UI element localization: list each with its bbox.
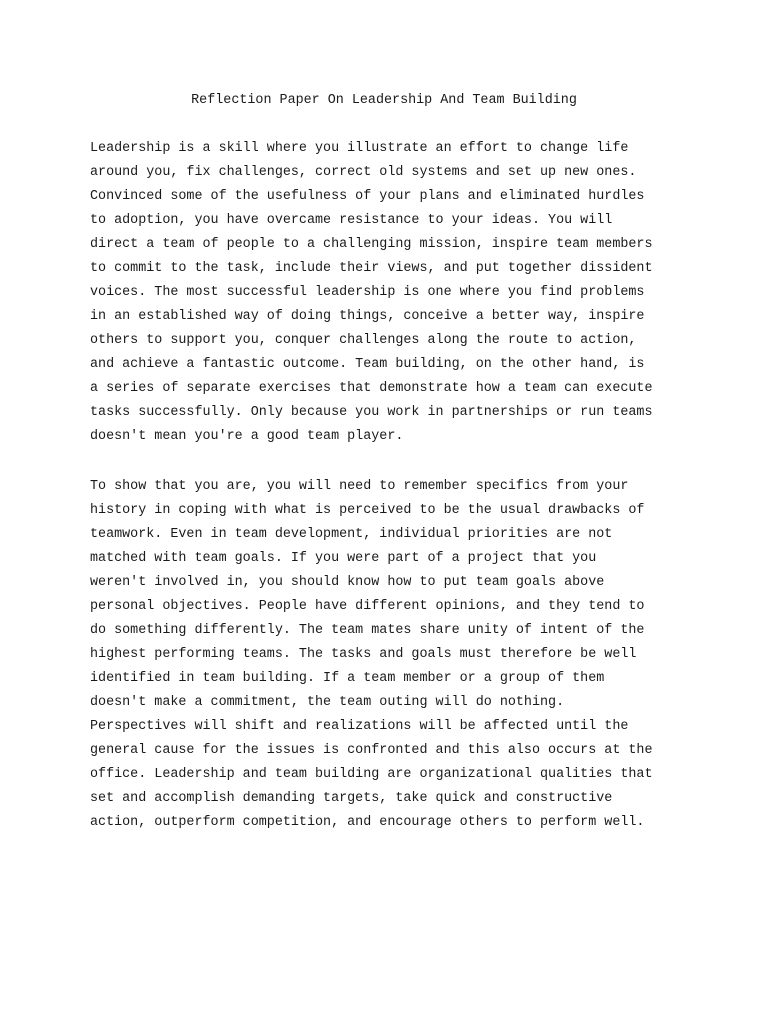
document-title: Reflection Paper On Leadership And Team Building [191, 93, 577, 108]
paragraph-line: office. Leadership and team building are organizational qualities that [90, 767, 653, 782]
paragraph-line: others to support you, conquer challenges along the route to action, [90, 333, 637, 348]
paragraph-line: weren't involved in, you should know how to put team goals above [90, 575, 605, 590]
paragraph-line: to commit to the task, include their views, and put together dissident [90, 261, 653, 276]
paragraph-line: doesn't make a commitment, the team outing will do nothing. [90, 695, 565, 710]
paragraph-line: highest performing teams. The tasks and goals must therefore be well [90, 647, 637, 662]
paragraph-line: teamwork. Even in team development, individual priorities are not [90, 527, 613, 542]
paragraph-line: tasks successfully. Only because you work in partnerships or run teams [90, 405, 653, 420]
paragraph-line: To show that you are, you will need to remember specifics from your [90, 479, 629, 494]
paragraph-line: around you, fix challenges, correct old systems and set up new ones. [90, 165, 637, 180]
paragraph-line: Perspectives will shift and realizations will be affected until the [90, 719, 629, 734]
paragraph-line: do something differently. The team mates share unity of intent of the [90, 623, 645, 638]
paragraph-line: doesn't mean you're a good team player. [90, 429, 404, 444]
paragraph-line: voices. The most successful leadership is one where you find problems [90, 285, 645, 300]
paragraph-line: to adoption, you have overcame resistance to your ideas. You will [90, 213, 613, 228]
paragraph-line: general cause for the issues is confronted and this also occurs at the [90, 743, 653, 758]
paragraph-line: and achieve a fantastic outcome. Team building, on the other hand, is [90, 357, 645, 372]
paragraph-line: identified in team building. If a team member or a group of them [90, 671, 605, 686]
paragraph-line: in an established way of doing things, conceive a better way, inspire [90, 309, 645, 324]
paragraph-line: a series of separate exercises that demonstrate how a team can execute [90, 381, 653, 396]
paragraph-1 [90, 137, 690, 449]
paragraph-line: direct a team of people to a challenging mission, inspire team members [90, 237, 653, 252]
paragraph-line: matched with team goals. If you were part of a project that you [90, 551, 597, 566]
paragraph-line: personal objectives. People have different opinions, and they tend to [90, 599, 645, 614]
paragraph-line: history in coping with what is perceived to be the usual drawbacks of [90, 503, 645, 518]
paragraph-line: action, outperform competition, and encourage others to perform well. [90, 815, 645, 830]
paragraph-2 [90, 475, 690, 835]
paragraph-line: Convinced some of the usefulness of your plans and eliminated hurdles [90, 189, 645, 204]
paragraph-line: set and accomplish demanding targets, take quick and constructive [90, 791, 613, 806]
paragraph-line: Leadership is a skill where you illustrate an effort to change life [90, 141, 629, 156]
